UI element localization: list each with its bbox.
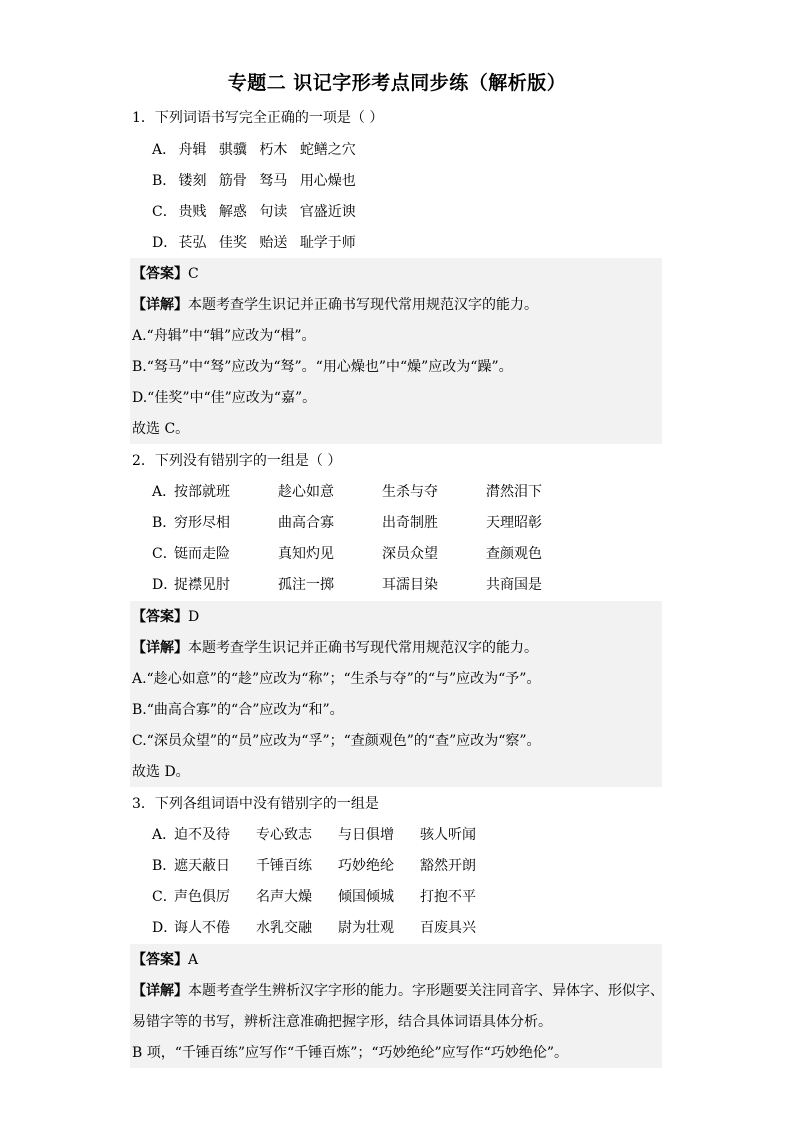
- q1-answer: [132, 264, 199, 284]
- option-word: 真知灼见: [278, 546, 334, 562]
- option-word: 解惑: [218, 204, 247, 220]
- q1-note: A.“舟辑”中“辑”应改为“楫”。: [132, 328, 316, 344]
- option-label: B．: [152, 858, 177, 874]
- detail-tag: 【详解】: [132, 297, 188, 313]
- q2-option-a: [152, 482, 590, 502]
- q2-option-d: [152, 575, 590, 595]
- option-word: 深员众望: [382, 546, 438, 562]
- q1-option-b: [152, 171, 364, 191]
- option-word: 与日俱增: [338, 827, 394, 843]
- option-label: D．: [152, 235, 178, 251]
- answer-value: A: [188, 952, 199, 968]
- option-word: 倾国倾城: [338, 889, 394, 905]
- answer-value: D: [188, 609, 200, 625]
- detail-text: 本题考查学生识记并正确书写现代常用规范汉字的能力。: [188, 297, 538, 313]
- option-word: 佳奖: [218, 235, 247, 251]
- option-word: 捉襟见肘: [174, 577, 230, 593]
- q3-note: B 项，“千锤百练”应写作“千锤百炼”；“巧妙绝纶”应写作“巧妙绝伦”。: [132, 1045, 568, 1061]
- option-word: 豁然开朗: [420, 858, 476, 874]
- option-word: 专心致志: [256, 827, 312, 843]
- option-label: D．: [152, 920, 178, 936]
- option-word: 驽马: [259, 173, 288, 189]
- option-word: 打抱不平: [420, 889, 476, 905]
- q3-option-a: [152, 825, 502, 845]
- q1-note: B.“驽马”中“驽”应改为“驽”。“用心燥也”中“燥”应改为“躁”。: [132, 359, 513, 375]
- option-word: 朽木: [259, 142, 288, 158]
- option-word: 查颜观色: [486, 546, 542, 562]
- option-word: 名声大燥: [256, 889, 312, 905]
- option-word: 声色俱厉: [174, 889, 230, 905]
- option-word: 巧妙绝纶: [338, 858, 394, 874]
- q3-answer: [132, 950, 198, 970]
- q2-option-c: [152, 544, 590, 564]
- option-word: 百废具兴: [420, 920, 476, 936]
- option-label: B．: [152, 173, 177, 189]
- q2-detail: [132, 638, 538, 658]
- q2-note: B.“曲高合寡”的“合”应改为“和”。: [132, 702, 344, 718]
- option-label: D．: [152, 577, 178, 593]
- detail-tag: 【详解】: [132, 983, 188, 999]
- q1-note: D.“佳奖”中“佳”应改为“嘉”。: [132, 390, 317, 406]
- q3-option-b: [152, 856, 502, 876]
- option-label: A．: [152, 142, 177, 158]
- q1-conclusion: 故选 C。: [132, 421, 190, 437]
- option-word: 用心燥也: [299, 173, 356, 189]
- option-word: 尉为壮观: [338, 920, 394, 936]
- q1-option-a: [152, 140, 364, 160]
- q2-answer-panel: [130, 601, 662, 787]
- option-word: 孤注一掷: [278, 577, 334, 593]
- q1-option-d: [152, 233, 364, 253]
- option-word: 骐骥: [218, 142, 247, 158]
- q3-stem: 3．下列各组词语中没有错别字的一组是: [132, 796, 379, 812]
- option-label: B．: [152, 515, 177, 531]
- option-label: C．: [152, 546, 177, 562]
- q2-note: C.“深员众望”的“员”应改为“孚”；“查颜观色”的“查”应改为“察”。: [132, 733, 541, 749]
- option-word: 耳濡目染: [382, 577, 438, 593]
- q1-detail: [132, 295, 538, 315]
- option-label: A．: [152, 827, 177, 843]
- q3-option-c: [152, 887, 502, 907]
- option-word: 骇人听闻: [420, 827, 476, 843]
- option-word: 官盛近谀: [299, 204, 356, 220]
- option-word: 按部就班: [174, 484, 230, 500]
- option-word: 蛇鳝之穴: [299, 142, 356, 158]
- detail-text: 本题考查学生辨析汉字字形的能力。字形题要关注同音字、异体字、形似字、: [188, 983, 664, 999]
- q1-stem: 1．下列词语书写完全正确的一项是（ ）: [132, 110, 384, 126]
- option-word: 舟辑: [178, 142, 207, 158]
- option-word: 共商国是: [486, 577, 542, 593]
- q2-stem: 2．下列没有错别字的一组是（ ）: [132, 453, 342, 469]
- q1-answer-panel: [130, 258, 662, 444]
- option-word: 曲高合寡: [278, 515, 334, 531]
- option-word: 迫不及待: [174, 827, 230, 843]
- q3-option-d: [152, 918, 502, 938]
- option-word: 水乳交融: [256, 920, 312, 936]
- option-word: 苌弘: [178, 235, 207, 251]
- q2-note: A.“趁心如意”的“趁”应改为“称”；“生杀与夺”的“与”应改为“予”。: [132, 671, 541, 687]
- option-word: 穷形尽相: [174, 515, 230, 531]
- option-word: 镂刻: [178, 173, 207, 189]
- option-word: 出奇制胜: [382, 515, 438, 531]
- answer-tag: 【答案】: [132, 609, 188, 625]
- q2-conclusion: 故选 D。: [132, 764, 190, 780]
- detail-text: 本题考查学生识记并正确书写现代常用规范汉字的能力。: [188, 640, 538, 656]
- answer-tag: 【答案】: [132, 266, 188, 282]
- q2-option-b: [152, 513, 590, 533]
- option-word: 生杀与夺: [382, 484, 438, 500]
- q1-option-c: [152, 202, 364, 222]
- q2-answer: [132, 607, 199, 627]
- option-word: 千锤百练: [256, 858, 312, 874]
- option-word: 潸然泪下: [486, 484, 542, 500]
- detail-tag: 【详解】: [132, 640, 188, 656]
- option-word: 趁心如意: [278, 484, 334, 500]
- page-title: 专题二 识记字形考点同步练（解析版）: [227, 72, 567, 94]
- option-word: 筋骨: [218, 173, 247, 189]
- q3-detail-continued: 易错字等的书写，辨析注意准确把握字形，结合具体词语具体分析。: [132, 1014, 552, 1030]
- option-word: 遮天蔽日: [174, 858, 230, 874]
- option-word: 天理昭彰: [486, 515, 542, 531]
- option-label: C．: [152, 204, 177, 220]
- option-word: 贻送: [259, 235, 288, 251]
- answer-value: C: [188, 266, 199, 282]
- option-word: 贵贱: [178, 204, 207, 220]
- option-word: 诲人不倦: [174, 920, 230, 936]
- option-label: C．: [152, 889, 177, 905]
- answer-tag: 【答案】: [132, 952, 188, 968]
- q3-detail: [132, 981, 664, 1001]
- option-word: 铤而走险: [174, 546, 230, 562]
- option-word: 耻学于师: [299, 235, 356, 251]
- option-word: 句读: [259, 204, 288, 220]
- option-label: A．: [152, 484, 177, 500]
